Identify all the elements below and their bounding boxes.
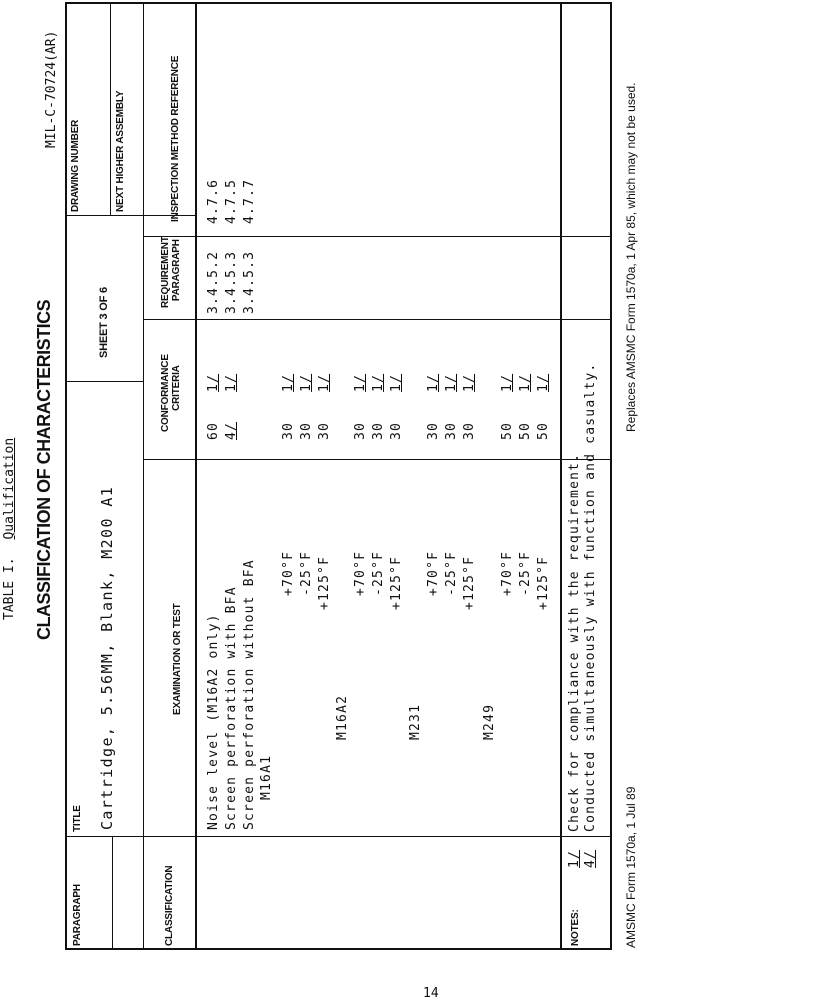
table-title — [2, 438, 17, 620]
criteria-value: 30 — [317, 421, 332, 440]
temp: +125°F — [536, 555, 551, 610]
group-temps-m16a1 — [280, 551, 334, 610]
criteria-value: 30 — [389, 421, 404, 440]
requirement-line2: PARAGRAPH — [171, 239, 182, 302]
exam-rows — [205, 559, 259, 830]
req-row-2: 3.4.5.3 — [224, 250, 239, 314]
title-sheet-divider — [65, 381, 143, 382]
exam-row-1: Noise level (M16A2 only) — [206, 613, 221, 830]
note-text-1: Check for compliance with the requirement. — [567, 452, 582, 832]
method-rows — [205, 179, 259, 224]
method-row-2: 4.7.5 — [224, 178, 239, 224]
criteria-entry — [316, 374, 334, 440]
temp: +125°F — [317, 555, 332, 610]
drawing-next-divider — [110, 4, 111, 216]
frame-top — [65, 2, 612, 4]
criteria-value: 30 — [444, 421, 459, 440]
criteria-entry — [352, 374, 370, 440]
req-row-3: 3.4.5.3 — [242, 250, 257, 314]
title-label: TITLE — [72, 805, 83, 832]
temp: +70°F — [426, 550, 441, 596]
criteria-note-2: 1/ — [224, 373, 239, 392]
criteria-value: 50 — [500, 421, 515, 440]
req-rows — [205, 251, 259, 314]
group-criteria-m16a1 — [280, 374, 334, 440]
col-line-2 — [143, 459, 610, 460]
conformance-line2: CRITERIA — [171, 365, 182, 411]
criteria-note: 1/ — [371, 373, 386, 392]
table-name: Qualification — [2, 437, 17, 540]
note-text-2: Conducted simultaneously with function and casualty. — [583, 362, 598, 832]
form-footer: AMSMC Form 1570a, 1 Jul 89 — [624, 786, 638, 948]
notes-label: NOTES: — [570, 909, 581, 946]
criteria-note-1: 1/ — [206, 373, 221, 392]
group-name-m249: M249 — [482, 703, 497, 740]
temp: +125°F — [389, 555, 404, 610]
next-higher-assembly-label: NEXT HIGHER ASSEMBLY — [115, 90, 126, 212]
temp: -25°F — [518, 550, 533, 596]
group-name-m231: M231 — [408, 703, 423, 740]
note-item-2 — [583, 363, 599, 868]
criteria-value-1: 60 — [206, 421, 221, 440]
frame-bottom — [65, 948, 612, 950]
criteria-note: 1/ — [353, 373, 368, 392]
criteria-note: 1/ — [317, 373, 332, 392]
group-criteria-m249 — [499, 374, 553, 440]
note-item-1 — [567, 363, 583, 868]
criteria-entry — [461, 374, 479, 440]
drawing-number-label: DRAWING NUMBER — [70, 119, 81, 212]
notes-divider — [560, 4, 562, 950]
temp: +70°F — [500, 550, 515, 596]
header-divider — [143, 4, 144, 950]
criteria-entry — [280, 374, 298, 440]
req-row-1: 3.4.5.2 — [206, 250, 221, 314]
temp: +70°F — [281, 550, 296, 596]
criteria-note: 1/ — [299, 373, 314, 392]
table-heading: CLASSIFICATION OF CHARACTERISTICS — [34, 299, 54, 640]
criteria-value-2: 4/ — [224, 421, 239, 440]
criteria-note: 1/ — [426, 373, 441, 392]
paragraph-label: PARAGRAPH — [72, 884, 83, 946]
requirement-line1: REQUIREMENT — [160, 236, 171, 308]
exam-row-2: Screen perforation with BFA — [224, 586, 239, 830]
inspection-label: INSPECTION METHOD REFERENCE — [170, 55, 181, 222]
criteria-row-2 — [223, 374, 241, 440]
col-line-1 — [143, 836, 610, 837]
group-temps-m231 — [425, 551, 479, 610]
criteria-entry — [425, 374, 443, 440]
classification-divider — [112, 837, 113, 950]
criteria-entry — [443, 374, 461, 440]
criteria-note: 1/ — [462, 373, 477, 392]
temp: +125°F — [462, 555, 477, 610]
criteria-value: 30 — [371, 421, 386, 440]
title-value: Cartridge, 5.56MM, Blank, M200 A1 — [98, 485, 116, 830]
criteria-entry — [499, 374, 517, 440]
frame-left — [65, 2, 67, 950]
exam-row-3: Screen perforation without BFA — [242, 559, 257, 830]
table-prefix: TABLE I. — [2, 557, 17, 620]
criteria-entry — [370, 374, 388, 440]
criteria-note: 1/ — [518, 373, 533, 392]
method-row-1: 4.7.6 — [206, 178, 221, 224]
criteria-entry — [388, 374, 406, 440]
spec-number: MIL-C-70724(AR) — [44, 30, 59, 148]
requirement-label — [160, 236, 182, 308]
temp: -25°F — [299, 550, 314, 596]
temp: -25°F — [371, 550, 386, 596]
criteria-entry — [535, 374, 553, 440]
group-name-m16a1: M16A1 — [259, 754, 274, 800]
criteria-value: 30 — [462, 421, 477, 440]
conformance-label — [160, 354, 182, 432]
group-name-m16a2: M16A2 — [335, 694, 350, 740]
criteria-note: 1/ — [536, 373, 551, 392]
criteria-value: 30 — [353, 421, 368, 440]
criteria-row-1 — [205, 374, 223, 440]
criteria-value: 50 — [518, 421, 533, 440]
criteria-note: 1/ — [500, 373, 515, 392]
frame-right — [610, 2, 612, 950]
method-row-3: 4.7.7 — [242, 178, 257, 224]
group-temps-m249 — [499, 551, 553, 610]
criteria-rows — [205, 374, 241, 440]
criteria-value: 30 — [426, 421, 441, 440]
examination-label: EXAMINATION OR TEST — [172, 603, 183, 715]
criteria-value: 30 — [299, 421, 314, 440]
temp: +70°F — [353, 550, 368, 596]
group-temps-m16a2 — [352, 551, 406, 610]
sheet-text: SHEET 3 OF 6 — [98, 287, 110, 358]
group-criteria-m231 — [425, 374, 479, 440]
classification-label: CLASSIFICATION — [164, 865, 175, 946]
column-header-divider — [195, 4, 197, 950]
replaces-footer: Replaces AMSMC Form 1570a, 1 Apr 85, which may not be used. — [624, 82, 638, 432]
criteria-note: 1/ — [281, 373, 296, 392]
col-line-3 — [143, 319, 610, 320]
page-number: 14 — [423, 986, 439, 1001]
group-criteria-m16a2 — [352, 374, 406, 440]
criteria-value: 50 — [536, 421, 551, 440]
criteria-entry — [517, 374, 535, 440]
criteria-note: 1/ — [444, 373, 459, 392]
conformance-line1: CONFORMANCE — [160, 354, 171, 432]
criteria-note: 1/ — [389, 373, 404, 392]
notes-list — [567, 363, 599, 868]
criteria-value: 30 — [281, 421, 296, 440]
criteria-entry — [298, 374, 316, 440]
note-mark-2: 4/ — [583, 849, 598, 868]
temp: -25°F — [444, 550, 459, 596]
col-line-4 — [143, 236, 610, 237]
note-mark-1: 1/ — [567, 849, 582, 868]
